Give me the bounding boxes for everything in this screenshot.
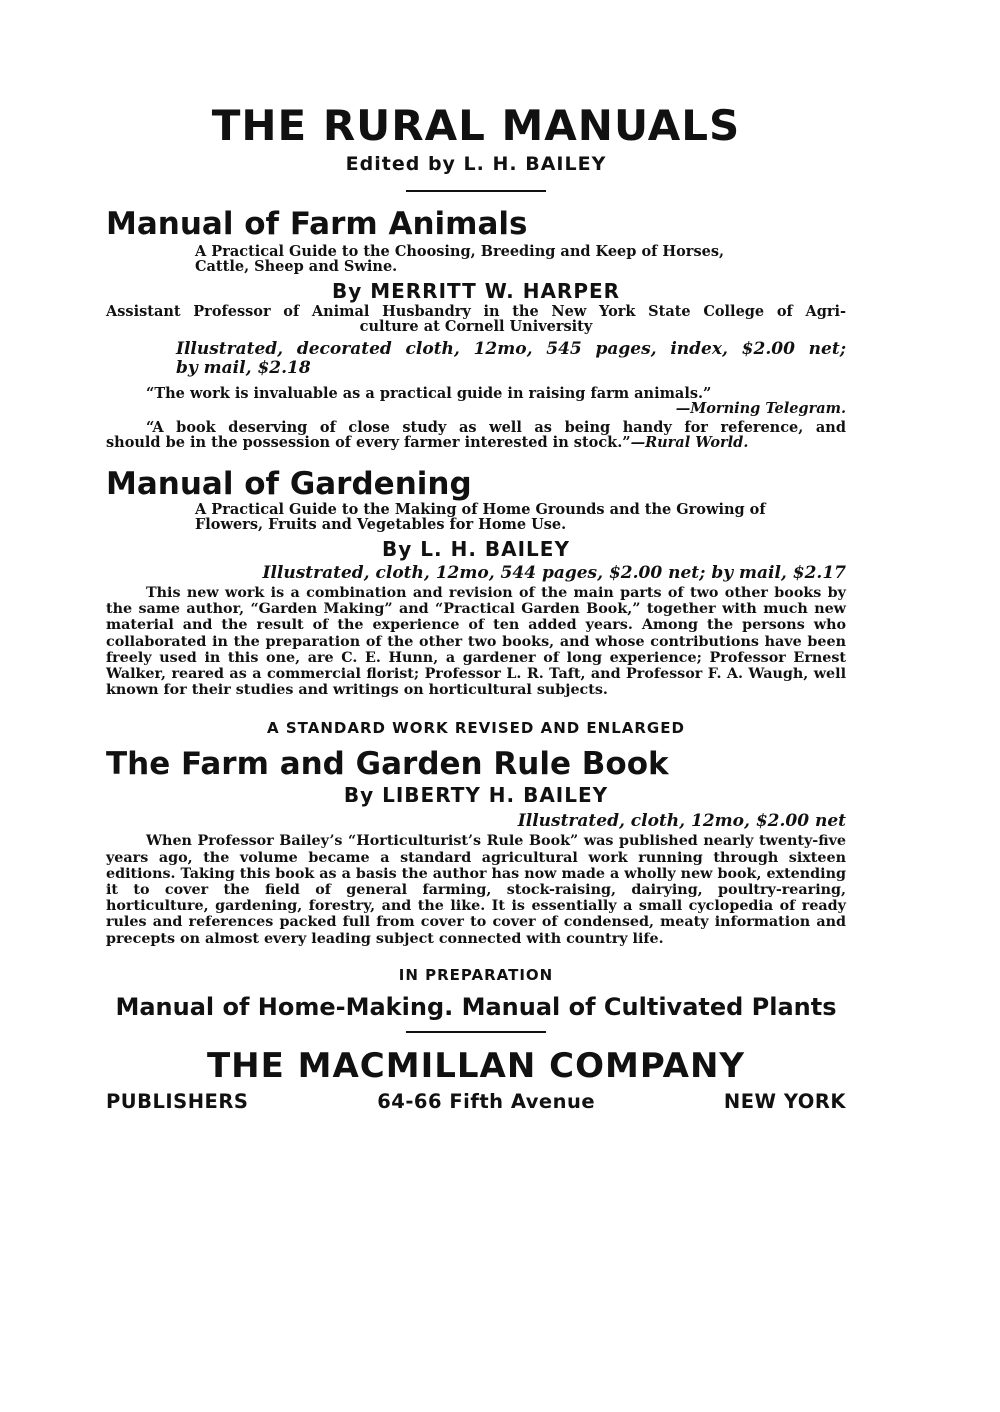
publication-details <box>176 340 846 378</box>
publisher-address-row <box>106 1089 846 1115</box>
subtitle-line: A Practical Guide to the Making of Home Grounds and the Growing of <box>195 501 766 518</box>
book-entry-gardening <box>106 466 846 698</box>
publication-details: Illustrated, cloth, 12mo, 544 pages, $2.00 net; by mail, $2.17 <box>262 563 846 583</box>
divider-rule <box>406 190 546 192</box>
subtitle-line: A Practical Guide to the Choosing, Breeding and Keep of Horses, <box>195 243 725 260</box>
book-subtitle <box>195 244 846 274</box>
subtitle-line: Flowers, Fruits and Vegetables for Home Use. <box>195 516 567 533</box>
publisher-label: PUBLISHERS <box>106 1089 249 1113</box>
affiliation-line: culture at Cornell University <box>359 318 593 335</box>
quote-text: “The work is invaluable as a practical guide in raising farm animals.” <box>146 385 712 402</box>
in-preparation-label: IN PREPARATION <box>398 965 554 984</box>
in-preparation-books: Manual of Home-Making. Manual of Cultivated Plants <box>115 992 837 1021</box>
book-author: By L. H. BAILEY <box>382 537 570 561</box>
quote-text <box>106 435 846 450</box>
book-title: The Farm and Garden Rule Book <box>106 746 669 783</box>
quote-text-end: should be in the possession of every farmer interested in stock.” <box>106 434 631 451</box>
divider-rule <box>406 1031 546 1033</box>
publication-details: Illustrated, cloth, 12mo, $2.00 net <box>517 811 846 832</box>
publisher-imprint <box>106 1045 846 1115</box>
book-entry-rule-book <box>106 718 846 946</box>
series-title: THE RURAL MANUALS <box>211 101 741 150</box>
quote-source: —Rural World. <box>630 434 749 451</box>
book-subtitle <box>195 502 846 532</box>
book-kicker: A STANDARD WORK REVISED AND ENLARGED <box>267 719 685 738</box>
author-affiliation <box>106 304 846 334</box>
quote-text: “A book deserving of close study as well as being handy for reference, and <box>146 419 846 436</box>
affiliation-line: Assistant Professor of Animal Husbandry in the New York State College of Agri- <box>106 303 846 320</box>
review-quote <box>106 420 846 450</box>
book-author: By LIBERTY H. BAILEY <box>343 783 609 808</box>
publisher-city: NEW YORK <box>723 1089 846 1113</box>
series-editor: Edited by L. H. BAILEY <box>345 153 607 175</box>
advertisement-page <box>106 100 846 1115</box>
book-entry-farm-animals <box>106 206 846 450</box>
book-title: Manual of Farm Animals <box>106 206 528 242</box>
publisher-address: 64-66 Fifth Avenue <box>377 1089 596 1113</box>
publisher-name: THE MACMILLAN COMPANY <box>206 1045 746 1086</box>
book-description: When Professor Bailey’s “Horticulturist’s Rule Book” was published nearly twenty-five years ago, the volume became a standard agricultural work running through sixteen editions. Taking this book as a basis the author has now made a wholly new book, extending it to cover the field of general farming, stock-raising, dairying, poultry-rearing, horticulture, gardening, forestry, and the like. It is essentially a small cyclopedia of ready rules and references packed full from cover to cover of condensed, meaty information and precepts on almost every leading subject connected with country life. <box>106 833 846 947</box>
book-title: Manual of Gardening <box>106 466 472 502</box>
publication-line: by mail, $2.18 <box>176 358 311 378</box>
quote-source: —Morning Telegram. <box>675 400 846 417</box>
in-preparation-section <box>106 965 846 1033</box>
review-quote <box>106 386 846 416</box>
subtitle-line: Cattle, Sheep and Swine. <box>195 258 398 275</box>
series-header <box>106 100 846 192</box>
book-author: By MERRITT W. HARPER <box>331 279 621 303</box>
book-description: This new work is a combination and revision of the main parts of two other books by the same author, “Garden Making” and “Practical Garden Book,” together with much new material and the result of the experience of ten added years. Among the persons who collaborated in the preparation of the other two books, and whose contributions have been freely used in this one, are C. E. Hunn, a gardener of long experience; Professor Ernest Walker, reared as a commercial florist; Professor L. R. Taft, and Professor F. A. Waugh, well known for their studies and writings on horticultural subjects. <box>106 585 846 699</box>
publication-line: Illustrated, decorated cloth, 12mo, 545 pages, index, $2.00 net; <box>176 339 846 359</box>
